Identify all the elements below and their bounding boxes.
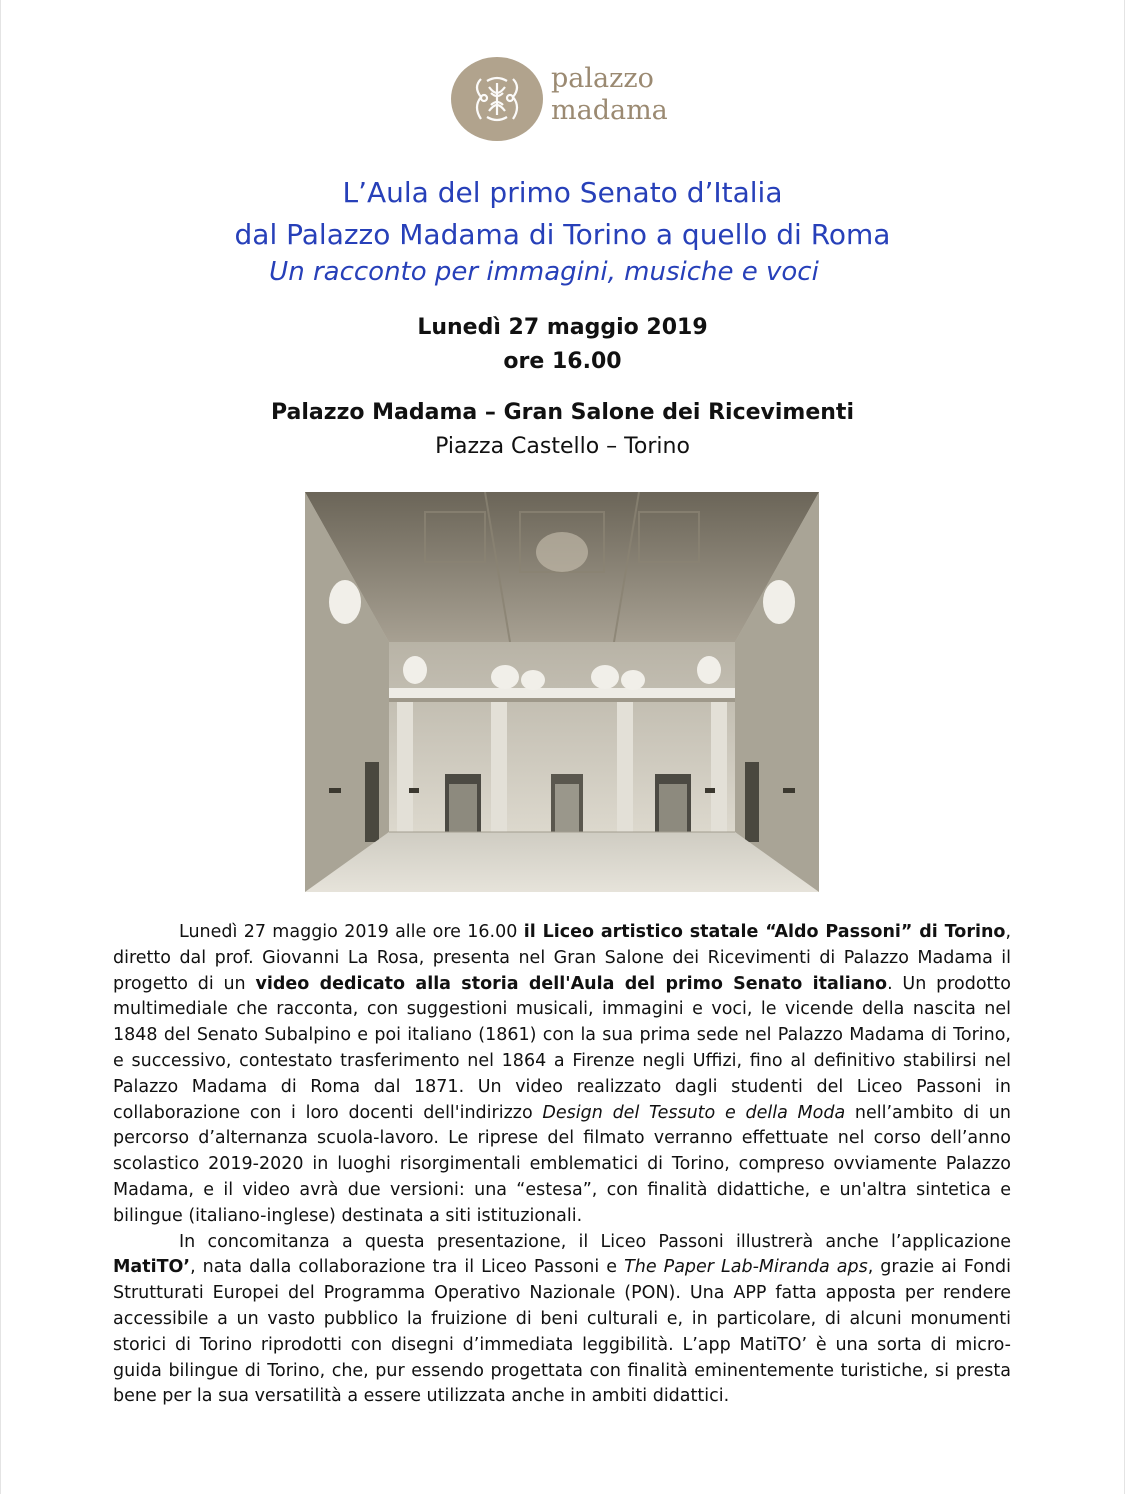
paragraph-2-bold: MatiTO’ <box>113 1257 191 1278</box>
salone-photo <box>305 492 819 892</box>
paragraph-2-text: , nata dalla collaborazione tra il Liceo Passoni e <box>190 1257 625 1278</box>
paragraph-1-bold: video dedicato alla storia dell'Aula del primo Senato italiano <box>255 973 888 994</box>
paragraph-1-text: . Un prodotto multimediale che racconta, con suggestioni musicali, immagini e voci, le vicende della nascita nel 1848 del Senato Subalpino e poi italiano (1861) con la sua prima sede nel Palazzo Madama di Torino, e successivo, contestato trasferimento nel 1864 a Firenze negli Uffizi, fino al definitivo stabilirsi nel Palazzo Madama di Roma dal 1871. Un video realizzato dagli studenti del Liceo Passoni in collaborazione con i loro docenti dell'indirizzo <box>113 973 1011 1123</box>
paragraph-2-text: , grazie ai Fondi Strutturati Europei del Programma Operativo Nazionale (PON). Una APP fatta apposta per rendere accessibile a un vasto pubblico la fruizione di beni culturali e, in particolare, di alcuni monumenti storici di Torino riprodotti con disegni d’immediata leggibilità. L’app MatiTO’ è una sorta di micro-guida bilingue di Torino, che, pur essendo progettata con finalità eminentemente turistiche, si presta bene per la sua versatilità a essere utilizzata anche in ambiti didattici. <box>113 1257 1012 1407</box>
paragraph-1 <box>113 920 1011 1230</box>
title-line-2: dal Palazzo Madama di Torino a quello di Roma <box>234 218 891 251</box>
logo-wordmark <box>551 63 668 127</box>
event-address: Piazza Castello – Torino <box>435 434 690 459</box>
logo-emblem-icon <box>451 57 543 141</box>
event-date: Lunedì 27 maggio 2019 <box>417 315 708 340</box>
paragraph-1-bold: il Liceo artistico statale “Aldo Passoni” di Torino <box>523 922 1006 942</box>
palazzo-madama-logo <box>451 57 691 147</box>
title-line-1: L’Aula del primo Senato d’Italia <box>342 176 783 209</box>
paragraph-1-text: nell’ambito di un percorso d’alternanza scuola-lavoro. Le riprese del filmato verranno effettuate nel corso dell’anno scolastico 2019-2020 in luoghi risorgimentali emblematici di Torino, compreso ovviamente Palazzo Madama, e il video avrà due versioni: una “estesa”, con finalità didattiche, e un'altra sintetica e bilingue (italiano-inglese) destinata a siti istituzionali. <box>113 1102 1011 1226</box>
event-time: ore 16.00 <box>503 349 622 374</box>
paragraph-1-text: , diretto dal prof. Giovanni La Rosa, presenta nel Gran Salone dei Ricevimenti di Palazzo Madama il progetto di un <box>113 922 1012 994</box>
event-venue: Palazzo Madama – Gran Salone dei Ricevimenti <box>271 400 854 425</box>
logo-line-1: palazzo <box>551 63 654 94</box>
body-text <box>113 920 1011 1410</box>
paragraph-2-text: In concomitanza a questa presentazione, il Liceo Passoni illustrerà anche l’applicazione <box>179 1231 1011 1252</box>
paragraph-2-italic: The Paper Lab-Miranda aps <box>624 1257 868 1278</box>
logo-line-2: madama <box>551 95 668 126</box>
subtitle: Un racconto per immagini, musiche e voci <box>269 257 819 287</box>
paragraph-1-italic: Design del Tessuto e della Moda <box>542 1102 846 1123</box>
paragraph-1-text: Lunedì 27 maggio 2019 alle ore 16.00 <box>179 922 524 942</box>
paragraph-2 <box>113 1230 1011 1411</box>
